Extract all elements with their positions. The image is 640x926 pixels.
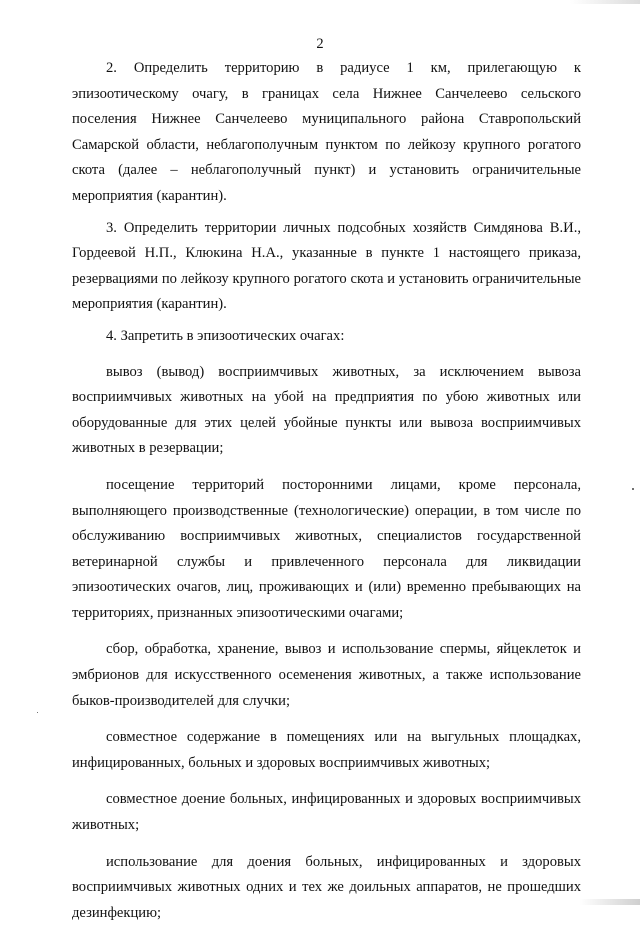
paragraph-item-4-heading: 4. Запретить в эпизоотических очагах: (106, 327, 345, 344)
scan-edge-shadow (580, 899, 640, 905)
scan-edge-shadow (570, 0, 640, 4)
paragraph-prohibition-visits: посещение территорий посторонними лицами, кроме персонала, выполняющего производственные (технологические) операции, в том числе по обслуживанию восприимчивых животных, специалистов государственной ветеринарной службы и привлеченного персонала для ликвидации эпизоотических очагов, лиц, проживающих и (или) временно пребывающих на территориях, признанных эпизоотическими очагами; (72, 476, 581, 621)
paragraph-prohibition-milking-machines: использование для доения больных, инфицированных и здоровых восприимчивых животных одних и тех же доильных аппаратов, не прошедших дезинфекцию; (72, 853, 581, 921)
scan-speck (37, 712, 38, 713)
document-body (72, 56, 581, 926)
page-number: 2 (316, 36, 324, 52)
paragraph-prohibition-joint-keeping: совместное содержание в помещениях или на выгульных площадках, инфицированных, больных и здоровых восприимчивых животных; (72, 729, 581, 771)
paragraph-item-3: 3. Определить территории личных подсобных хозяйств Симдянова В.И., Гордеевой Н.П., Клюкина Н.А., указанные в пункте 1 настоящего приказа, резервациями по лейкозу крупного рогатого скота и установить ограничительные мероприятия (карантин). (72, 219, 581, 313)
paragraph-prohibition-joint-milking: совместное доение больных, инфицированных и здоровых восприимчивых животных; (72, 791, 581, 834)
paragraph-prohibition-export: вывоз (вывод) восприимчивых животных, за исключением вывоза восприимчивых животных на убой на предприятия по убою животных или оборудованные для этих целей убойные пункты или вывоза восприимчивых животных в резервации; (72, 363, 581, 457)
scan-speck (632, 488, 634, 490)
paragraph-item-2: 2. Определить территорию в радиусе 1 км, прилегающую к эпизоотическому очагу, в границах села Нижнее Санчелеево сельского поселения Нижнее Санчелеево муниципального района Ставропольский Самарской области, неблагополучным пунктом по лейкозу крупного рогатого скота (далее – неблагополучный пункт) и установить ограничительные мероприятия (карантин). (72, 60, 581, 204)
paragraph-prohibition-semen: сбор, обработка, хранение, вывоз и использование спермы, яйцеклеток и эмбрионов для искусственного осеменения животных, а также использование быков-производителей для случки; (72, 641, 581, 709)
